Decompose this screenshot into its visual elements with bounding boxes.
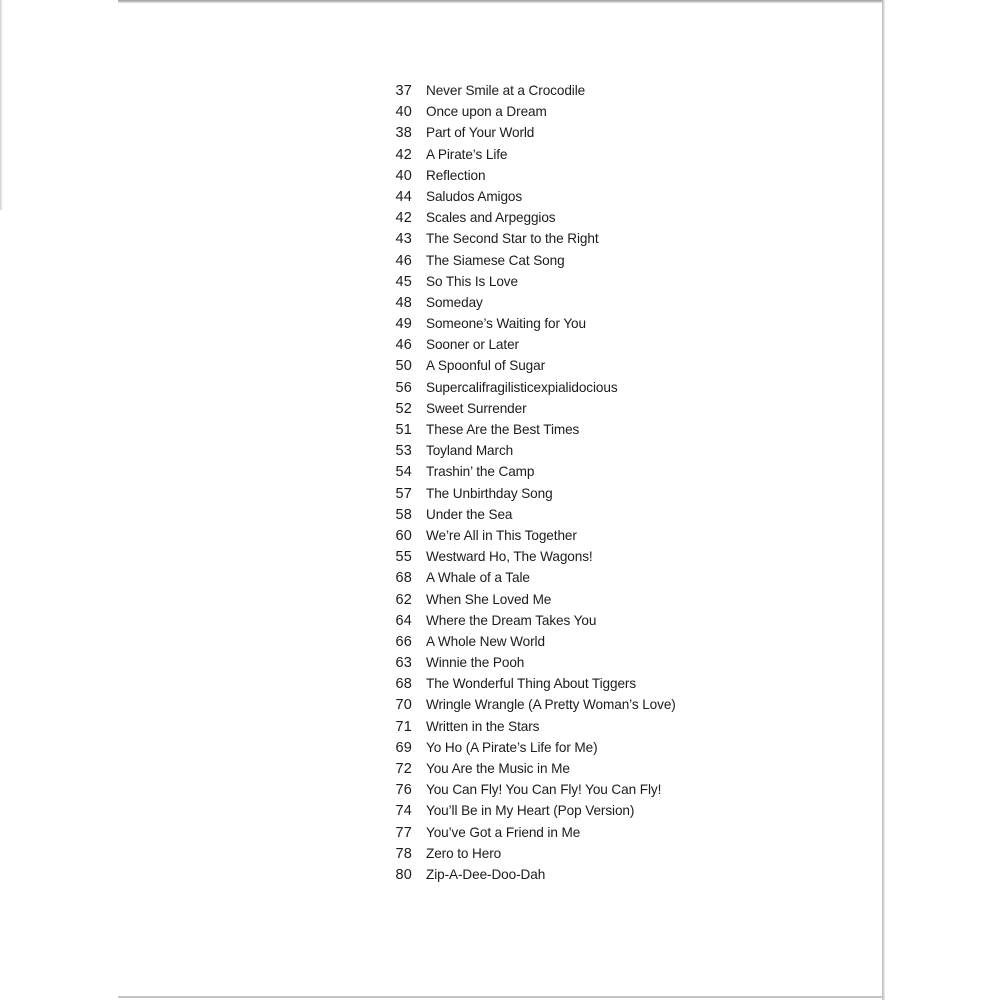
toc-entry <box>384 652 724 673</box>
toc-entry <box>384 822 724 843</box>
toc-song-title: You Can Fly! You Can Fly! You Can Fly! <box>426 782 662 798</box>
toc-entry <box>384 546 724 567</box>
toc-page-number: 48 <box>395 294 412 311</box>
toc-song-title: A Pirate’s Life <box>426 146 508 162</box>
toc-entry <box>384 101 724 122</box>
toc-song-title: Once upon a Dream <box>426 104 547 120</box>
scan-edge-bottom <box>118 996 884 998</box>
toc-song-title: Trashin’ the Camp <box>426 464 535 480</box>
toc-entry <box>384 737 724 758</box>
toc-page-number: 71 <box>395 718 412 735</box>
toc-entry <box>384 419 724 440</box>
toc-page-number: 54 <box>395 464 412 481</box>
table-of-contents <box>384 80 724 885</box>
toc-entry <box>384 292 724 313</box>
toc-entry <box>384 461 724 482</box>
toc-entry <box>384 165 724 186</box>
toc-page-number: 62 <box>395 591 412 608</box>
toc-song-title: Part of Your World <box>426 125 535 141</box>
toc-song-title: Scales and Arpeggios <box>426 210 556 226</box>
toc-page-number: 64 <box>395 612 412 629</box>
toc-page-number: 72 <box>395 761 412 777</box>
toc-page-number: 38 <box>395 125 412 142</box>
toc-entry <box>384 122 724 143</box>
toc-song-title: Reflection <box>426 167 486 183</box>
toc-page-number: 76 <box>395 782 412 799</box>
toc-song-title: Zero to Hero <box>426 845 502 861</box>
toc-page-number: 50 <box>395 358 412 375</box>
toc-song-title: Winnie the Pooh <box>426 655 525 671</box>
toc-song-title: Under the Sea <box>426 506 513 522</box>
toc-page-number: 42 <box>395 210 412 227</box>
toc-song-title: The Wonderful Thing About Tiggers <box>426 676 637 692</box>
toc-entry <box>384 610 724 631</box>
toc-entry <box>384 864 724 885</box>
toc-page-number: 58 <box>395 506 412 523</box>
toc-page-number: 68 <box>395 676 412 693</box>
toc-page-number: 69 <box>395 739 412 756</box>
toc-page-number: 56 <box>395 379 412 396</box>
toc-entry <box>384 250 724 271</box>
toc-page-number: 40 <box>395 167 412 184</box>
toc-page-number: 60 <box>395 527 412 544</box>
toc-page-number: 40 <box>395 104 412 121</box>
toc-entry <box>384 567 724 588</box>
toc-song-title: You’ll Be in My Heart (Pop Version) <box>426 803 635 819</box>
toc-page-number: 80 <box>395 866 412 883</box>
toc-song-title: Supercalifragilisticexpialidocious <box>426 379 618 395</box>
toc-page-number: 53 <box>395 443 412 460</box>
toc-page-number: 42 <box>395 146 412 163</box>
toc-entry <box>384 673 724 694</box>
toc-song-title: Toyland March <box>426 443 514 459</box>
toc-song-title: You Are the Music in Me <box>426 761 570 776</box>
toc-song-title: You’ve Got a Friend in Me <box>426 824 581 840</box>
toc-song-title: Sooner or Later <box>426 337 519 353</box>
toc-entry <box>384 144 724 165</box>
toc-song-title: The Unbirthday Song <box>426 485 553 501</box>
toc-entry <box>384 80 724 101</box>
toc-song-title: So This Is Love <box>426 273 518 289</box>
toc-song-title: The Siamese Cat Song <box>426 252 565 268</box>
toc-song-title: A Whole New World <box>426 633 545 649</box>
toc-page-number: 70 <box>395 697 412 714</box>
toc-page-number: 43 <box>395 231 412 248</box>
toc-entry <box>384 186 724 207</box>
toc-entry <box>384 525 724 546</box>
toc-page-number: 52 <box>395 400 412 417</box>
toc-song-title: Sweet Surrender <box>426 400 527 416</box>
toc-entry <box>384 377 724 398</box>
toc-entry <box>384 779 724 800</box>
toc-song-title: Where the Dream Takes You <box>426 612 597 628</box>
toc-entry <box>384 398 724 419</box>
toc-page-number: 78 <box>395 845 412 862</box>
toc-song-title: Never Smile at a Crocodile <box>426 83 586 98</box>
toc-page-number: 37 <box>395 83 412 99</box>
scan-edge-right <box>882 0 885 1000</box>
toc-entry <box>384 716 724 737</box>
toc-song-title: A Spoonful of Sugar <box>426 358 546 374</box>
toc-page-number: 63 <box>395 655 412 672</box>
toc-entry <box>384 800 724 821</box>
toc-entry <box>384 631 724 652</box>
toc-page-number: 68 <box>395 570 412 587</box>
toc-song-title: These Are the Best Times <box>426 422 580 437</box>
toc-page-number: 74 <box>395 803 412 820</box>
toc-song-title: Written in the Stars <box>426 718 540 734</box>
scan-edge-top <box>118 0 884 3</box>
toc-entry <box>384 758 724 779</box>
toc-song-title: Wringle Wrangle (A Pretty Woman’s Love) <box>426 697 676 713</box>
toc-song-title: We’re All in This Together <box>426 527 577 543</box>
toc-page-number: 46 <box>395 252 412 269</box>
toc-song-title: Westward Ho, The Wagons! <box>426 549 593 565</box>
toc-entry <box>384 843 724 864</box>
scan-edge-left <box>0 0 3 210</box>
toc-entry <box>384 228 724 249</box>
toc-entry <box>384 694 724 715</box>
toc-song-title: When She Loved Me <box>426 591 552 607</box>
toc-song-title: Saludos Amigos <box>426 188 523 204</box>
toc-song-title: Someone’s Waiting for You <box>426 316 586 332</box>
toc-entry <box>384 440 724 461</box>
toc-page-number: 66 <box>395 633 412 650</box>
toc-page-number: 77 <box>395 824 412 841</box>
toc-page-number: 51 <box>395 422 412 438</box>
toc-song-title: Zip-A-Dee-Doo-Dah <box>426 866 546 882</box>
toc-song-title: A Whale of a Tale <box>426 570 530 586</box>
toc-page-number: 55 <box>395 549 412 566</box>
toc-page-number: 46 <box>395 337 412 354</box>
toc-page-number: 57 <box>395 485 412 502</box>
toc-entry <box>384 483 724 504</box>
toc-page-number: 49 <box>395 316 412 333</box>
toc-song-title: Someday <box>426 294 483 310</box>
toc-song-title: The Second Star to the Right <box>426 231 599 247</box>
toc-entry <box>384 207 724 228</box>
toc-entry <box>384 504 724 525</box>
toc-entry <box>384 271 724 292</box>
toc-entry <box>384 334 724 355</box>
toc-page-number: 44 <box>395 188 412 205</box>
toc-song-title: Yo Ho (A Pirate’s Life for Me) <box>426 739 598 755</box>
toc-page-number: 45 <box>395 273 412 290</box>
toc-entry <box>384 589 724 610</box>
toc-entry <box>384 355 724 376</box>
toc-entry <box>384 313 724 334</box>
